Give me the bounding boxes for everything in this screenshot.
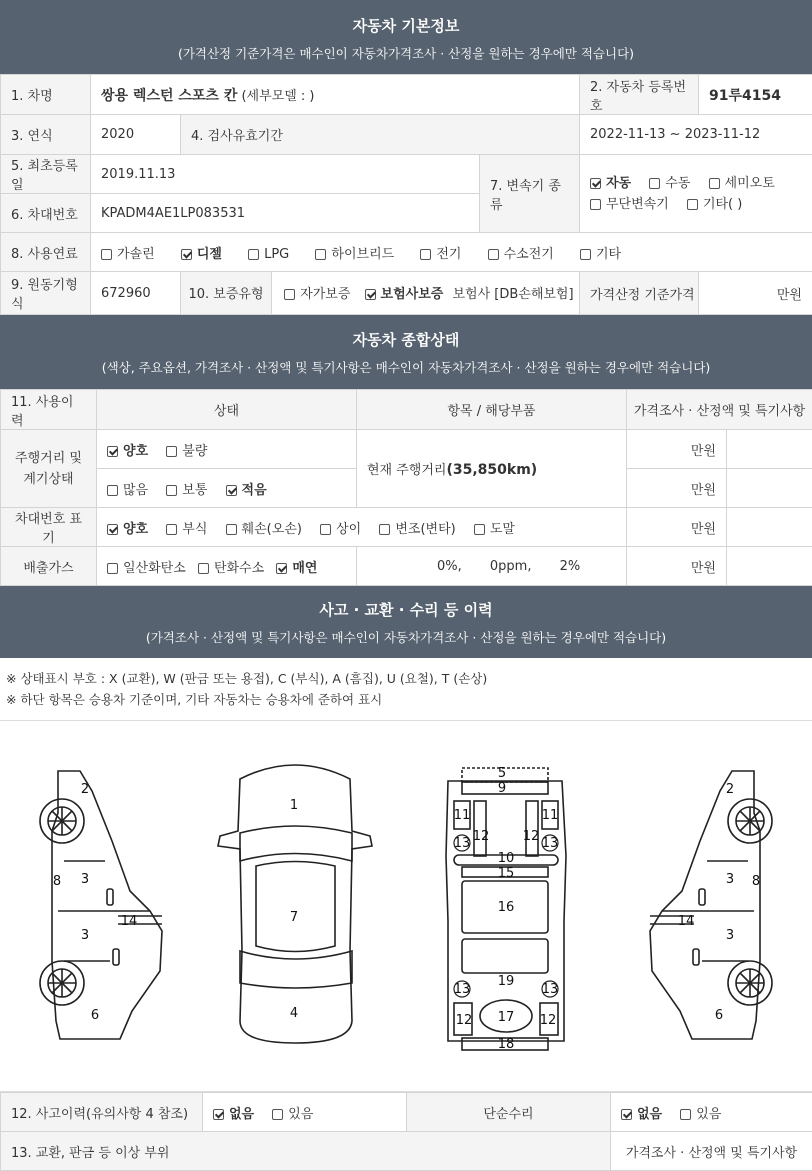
- simple-yes-checkbox[interactable]: [680, 1109, 691, 1120]
- emission-options: [97, 547, 357, 586]
- price-basis-unit: 만원: [699, 272, 812, 315]
- accident-history-label: 12. 사고이력(유의사항 4 참조): [1, 1093, 203, 1132]
- right-label-2: 2: [726, 782, 734, 797]
- mileage-many-option[interactable]: 많음: [107, 479, 148, 498]
- fuel-gasoline-checkbox[interactable]: [101, 249, 112, 260]
- car-name-cell: [91, 75, 580, 115]
- fuel-other-option[interactable]: 기타: [580, 243, 621, 262]
- mileage-note-2: [727, 469, 812, 508]
- warranty-label: 10. 보증유형: [181, 272, 272, 314]
- vin-damage-checkbox[interactable]: [226, 524, 237, 535]
- emission-hc-value: 0ppm,: [490, 559, 532, 574]
- transmission-label: 7. 변속기 종류: [480, 155, 580, 233]
- simple-none-option[interactable]: 없음: [621, 1103, 662, 1122]
- vin-altered-option[interactable]: 변조(변타): [379, 518, 455, 537]
- fuel-hydrogen-option[interactable]: 수소전기: [488, 243, 554, 262]
- car-diagram: [0, 721, 812, 1092]
- mileage-bad-checkbox[interactable]: [166, 446, 177, 457]
- status-table: [0, 389, 812, 586]
- accident-table: [0, 1092, 812, 1171]
- right-side-view: [650, 771, 772, 1039]
- under-label-15: 15: [498, 866, 515, 881]
- vin-corrosion-option[interactable]: 부식: [166, 518, 207, 537]
- simple-repair-label: 단순수리: [407, 1093, 611, 1132]
- emission-values: [357, 547, 627, 586]
- under-label-12c: 12: [456, 1013, 473, 1028]
- vin-price-unit: 만원: [627, 508, 727, 547]
- right-label-3b: 3: [726, 928, 734, 943]
- simple-none-checkbox[interactable]: [621, 1109, 632, 1120]
- under-label-13d: 13: [542, 982, 559, 997]
- warranty-self-checkbox[interactable]: [284, 289, 295, 300]
- emission-co-value: 0%,: [437, 559, 462, 574]
- mileage-normal-option[interactable]: 보통: [166, 479, 207, 498]
- right-label-6: 6: [715, 1008, 723, 1023]
- under-label-19: 19: [498, 974, 515, 989]
- mileage-text: 현재 주행거리: [367, 463, 446, 478]
- fuel-diesel-option[interactable]: 디젤: [181, 243, 222, 262]
- emission-note: [727, 547, 812, 586]
- vin-damage-option[interactable]: 훼손(오손): [226, 518, 302, 537]
- fuel-other-checkbox[interactable]: [580, 249, 591, 260]
- basic-info-subtitle: (가격산정 기준가격은 매수인이 자동차가격조사 · 산정을 원하는 경우에만 적습니다): [0, 44, 812, 62]
- car-name-value: 쌍용 렉스턴 스포츠 칸: [101, 88, 237, 104]
- emission-hc-checkbox[interactable]: [198, 563, 209, 574]
- under-label-17: 17: [498, 1010, 515, 1025]
- trans-other-option[interactable]: 기타( ): [687, 194, 742, 215]
- vin-mark-options: [97, 508, 627, 547]
- trans-semi-option[interactable]: 세미오토: [709, 173, 775, 194]
- mileage-bad-option[interactable]: 불량: [166, 440, 207, 459]
- basic-info-header: [0, 0, 812, 74]
- warranty-insurer-checkbox[interactable]: [365, 289, 376, 300]
- vin-different-checkbox[interactable]: [320, 524, 331, 535]
- legend-note-basis: ※ 하단 항목은 승용차 기준이며, 기타 자동차는 승용차에 준하여 표시: [6, 689, 806, 710]
- emission-co-option[interactable]: 일산화탄소: [107, 557, 186, 576]
- fuel-hydrogen-checkbox[interactable]: [488, 249, 499, 260]
- right-label-8: 8: [752, 874, 760, 889]
- simple-repair-options: [611, 1093, 812, 1132]
- fuel-diesel-checkbox[interactable]: [181, 249, 192, 260]
- emission-hc-option[interactable]: 탄화수소: [198, 557, 264, 576]
- reg-number-value: 91루4154: [699, 75, 812, 115]
- warranty-self-option[interactable]: 자가보증: [284, 283, 350, 302]
- under-label-12a: 12: [473, 829, 490, 844]
- status-header: [0, 315, 812, 389]
- mileage-price-unit-2: 만원: [627, 469, 727, 508]
- left-label-3a: 3: [81, 872, 89, 887]
- accident-history-options: [203, 1093, 407, 1132]
- state-header: 상태: [97, 390, 357, 430]
- fuel-electric-checkbox[interactable]: [420, 249, 431, 260]
- under-label-5: 5: [498, 766, 506, 781]
- emission-smoke-value: 2%: [560, 559, 581, 574]
- price-basis-label: 가격산정 기준가격: [580, 272, 699, 315]
- car-model-detail: (세부모델 : ): [241, 89, 314, 104]
- accident-yes-option[interactable]: 있음: [272, 1103, 313, 1122]
- trans-semi-checkbox[interactable]: [709, 178, 720, 189]
- mileage-good-option[interactable]: 양호: [107, 440, 148, 459]
- mileage-normal-checkbox[interactable]: [166, 485, 177, 496]
- vin-smeared-option[interactable]: 도말: [474, 518, 515, 537]
- emission-price-unit: 만원: [627, 547, 727, 586]
- right-label-3a: 3: [726, 872, 734, 887]
- under-label-16: 16: [498, 900, 515, 915]
- top-label-1: 1: [290, 798, 298, 813]
- mileage-few-option[interactable]: 적음: [226, 479, 267, 498]
- history-header: 11. 사용이력: [1, 390, 97, 430]
- price-header: 가격조사 · 산정액 및 특기사항: [627, 390, 812, 430]
- under-label-13a: 13: [454, 836, 471, 851]
- fuel-label: 8. 사용연료: [1, 233, 91, 272]
- warranty-insurer-option[interactable]: 보험사보증: [365, 283, 444, 302]
- legend-note-symbols: ※ 상태표시 부호 : X (교환), W (판금 또는 용접), C (부식), A (흠집), U (요철), T (손상): [6, 668, 806, 689]
- vin-good-option[interactable]: 양호: [107, 518, 148, 537]
- left-label-2: 2: [81, 782, 89, 797]
- trans-cvt-option[interactable]: 무단변속기: [590, 194, 669, 215]
- mileage-label: 주행거리 및 계기상태: [1, 430, 97, 508]
- under-label-13b: 13: [542, 836, 559, 851]
- car-name-label: 1. 차명: [1, 75, 91, 115]
- emission-co-checkbox[interactable]: [107, 563, 118, 574]
- under-label-11b: 11: [542, 808, 559, 823]
- right-label-14: 14: [678, 914, 695, 929]
- year-label: 3. 연식: [1, 115, 91, 155]
- mileage-condition: [97, 430, 357, 469]
- vin-different-option[interactable]: 상이: [320, 518, 361, 537]
- vin-mark-label: 차대번호 표기: [1, 508, 97, 547]
- fuel-lpg-checkbox[interactable]: [248, 249, 259, 260]
- top-label-4: 4: [290, 1006, 298, 1021]
- top-label-7: 7: [290, 910, 298, 925]
- fuel-electric-option[interactable]: 전기: [420, 243, 461, 262]
- accident-title: 사고 · 교환 · 수리 등 이력: [0, 586, 812, 620]
- mileage-amount: [97, 469, 357, 508]
- item-header: 항목 / 해당부품: [357, 390, 627, 430]
- warranty-company: 보험사 [DB손해보험]: [452, 287, 573, 302]
- car-diagram-svg: [0, 721, 812, 1091]
- inspection-label: 4. 검사유효기간: [181, 115, 580, 155]
- exchange-label: 13. 교환, 판금 등 이상 부위: [1, 1132, 611, 1171]
- trans-cvt-checkbox[interactable]: [590, 199, 601, 210]
- status-title: 자동차 종합상태: [0, 315, 812, 350]
- accident-none-checkbox[interactable]: [213, 1109, 224, 1120]
- reg-number-label: 2. 자동차 등록번호: [580, 75, 699, 115]
- mileage-good-checkbox[interactable]: [107, 446, 118, 457]
- status-subtitle: (색상, 주요옵션, 가격조사 · 산정액 및 특기사항은 매수인이 자동차가격조사 · 산정을 원하는 경우에만 적습니다): [0, 358, 812, 376]
- fuel-gasoline-option[interactable]: 가솔린: [101, 243, 155, 262]
- trans-auto-checkbox[interactable]: [590, 178, 601, 189]
- fuel-options: [91, 233, 812, 272]
- under-label-12b: 12: [523, 829, 540, 844]
- legend-notes: [0, 658, 812, 721]
- under-label-13c: 13: [454, 982, 471, 997]
- mileage-note: [727, 430, 812, 469]
- emission-label: 배출가스: [1, 547, 97, 586]
- fuel-lpg-option[interactable]: LPG: [248, 247, 289, 262]
- vin-value: KPADM4AE1LP083531: [91, 194, 480, 233]
- inspection-value: 2022-11-13 ~ 2023-11-12: [580, 115, 812, 155]
- emission-smoke-option[interactable]: 매연: [276, 557, 317, 576]
- year-value: 2020: [91, 115, 181, 155]
- mileage-price-unit: 만원: [627, 430, 727, 469]
- vin-note: [727, 508, 812, 547]
- under-label-18: 18: [498, 1037, 515, 1052]
- accident-subtitle: (가격조사 · 산정액 및 특기사항은 매수인이 자동차가격조사 · 산정을 원하는 경우에만 적습니다): [0, 628, 812, 646]
- first-reg-value: 2019.11.13: [91, 155, 480, 194]
- under-label-9: 9: [498, 781, 506, 796]
- warranty-cell: [181, 272, 580, 315]
- fuel-hybrid-checkbox[interactable]: [315, 249, 326, 260]
- under-label-12d: 12: [540, 1013, 557, 1028]
- trans-manual-checkbox[interactable]: [649, 178, 660, 189]
- exchange-price-header: 가격조사 · 산정액 및 특기사항: [611, 1132, 812, 1171]
- basic-info-table: [0, 74, 812, 315]
- accident-header: [0, 586, 812, 658]
- fuel-hybrid-option[interactable]: 하이브리드: [315, 243, 394, 262]
- simple-yes-option[interactable]: 있음: [680, 1103, 721, 1122]
- mileage-few-checkbox[interactable]: [226, 485, 237, 496]
- under-label-11a: 11: [454, 808, 471, 823]
- left-label-14: 14: [121, 914, 138, 929]
- emission-smoke-checkbox[interactable]: [276, 563, 287, 574]
- accident-none-option[interactable]: 없음: [213, 1103, 254, 1122]
- vin-corrosion-checkbox[interactable]: [166, 524, 177, 535]
- first-reg-label: 5. 최초등록일: [1, 155, 91, 194]
- mileage-many-checkbox[interactable]: [107, 485, 118, 496]
- left-label-3b: 3: [81, 928, 89, 943]
- left-side-view: [40, 771, 162, 1039]
- vin-label: 6. 차대번호: [1, 194, 91, 233]
- left-label-6: 6: [91, 1008, 99, 1023]
- accident-yes-checkbox[interactable]: [272, 1109, 283, 1120]
- trans-manual-option[interactable]: 수동: [649, 173, 690, 194]
- mileage-value: (35,850km): [446, 462, 537, 478]
- under-label-10: 10: [498, 851, 515, 866]
- trans-other-checkbox[interactable]: [687, 199, 698, 210]
- engine-label: 9. 원동기형식: [1, 272, 91, 315]
- vin-altered-checkbox[interactable]: [379, 524, 390, 535]
- vin-good-checkbox[interactable]: [107, 524, 118, 535]
- left-label-8: 8: [53, 874, 61, 889]
- trans-auto-option[interactable]: 자동: [590, 173, 631, 194]
- basic-info-title: 자동차 기본정보: [0, 0, 812, 36]
- transmission-options: [580, 155, 812, 233]
- vin-smeared-checkbox[interactable]: [474, 524, 485, 535]
- engine-value: 672960: [91, 272, 181, 315]
- mileage-item: [357, 430, 627, 508]
